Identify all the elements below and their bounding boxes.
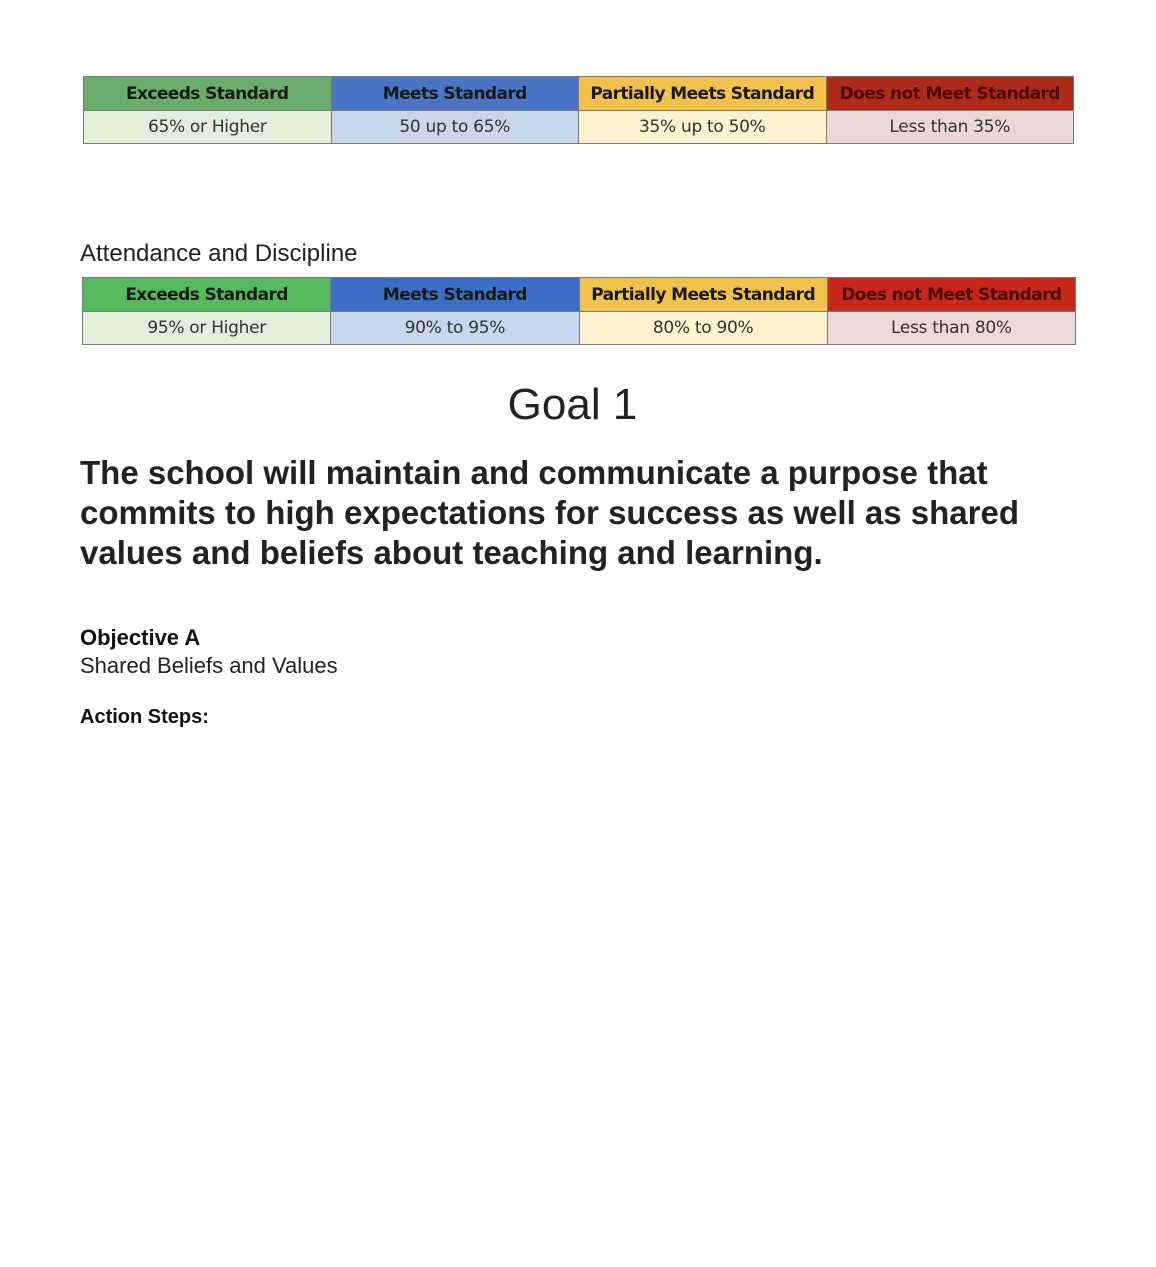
- goal-title: Goal 1: [507, 380, 638, 429]
- partially-meets-standard-value: 80% to 90%: [579, 312, 827, 345]
- meets-standard-header: Meets Standard: [331, 77, 579, 111]
- does-not-meet-standard-value: Less than 35%: [826, 111, 1074, 144]
- meets-standard-header: Meets Standard: [331, 278, 579, 312]
- action-steps-label: Action Steps:: [80, 706, 209, 728]
- attendance-standards-table: [82, 277, 1076, 345]
- partially-meets-standard-header: Partially Meets Standard: [579, 278, 827, 312]
- attendance-value-row: [83, 312, 1076, 345]
- partially-meets-standard-value: 35% up to 50%: [579, 111, 827, 144]
- objective-heading: Objective A: [80, 625, 201, 650]
- partially-meets-standard-header: Partially Meets Standard: [579, 77, 827, 111]
- objective-subtitle: Shared Beliefs and Values: [80, 653, 338, 678]
- goal-statement: The school will maintain and communicate a purpose that commits to high expectations for success as well as shared values and beliefs about teaching and learning.: [80, 454, 1020, 571]
- does-not-meet-standard-value: Less than 80%: [827, 312, 1075, 345]
- attendance-discipline-label: Attendance and Discipline: [80, 240, 358, 267]
- exceeds-standard-value: 95% or Higher: [83, 312, 331, 345]
- exceeds-standard-header: Exceeds Standard: [84, 77, 332, 111]
- standards-value-row: [84, 111, 1074, 144]
- does-not-meet-standard-header: Does not Meet Standard: [826, 77, 1074, 111]
- does-not-meet-standard-header: Does not Meet Standard: [827, 278, 1075, 312]
- exceeds-standard-header: Exceeds Standard: [83, 278, 331, 312]
- attendance-header-row: [83, 278, 1076, 312]
- exceeds-standard-value: 65% or Higher: [84, 111, 332, 144]
- performance-standards-table: [83, 76, 1074, 144]
- standards-header-row: [84, 77, 1074, 111]
- meets-standard-value: 50 up to 65%: [331, 111, 579, 144]
- meets-standard-value: 90% to 95%: [331, 312, 579, 345]
